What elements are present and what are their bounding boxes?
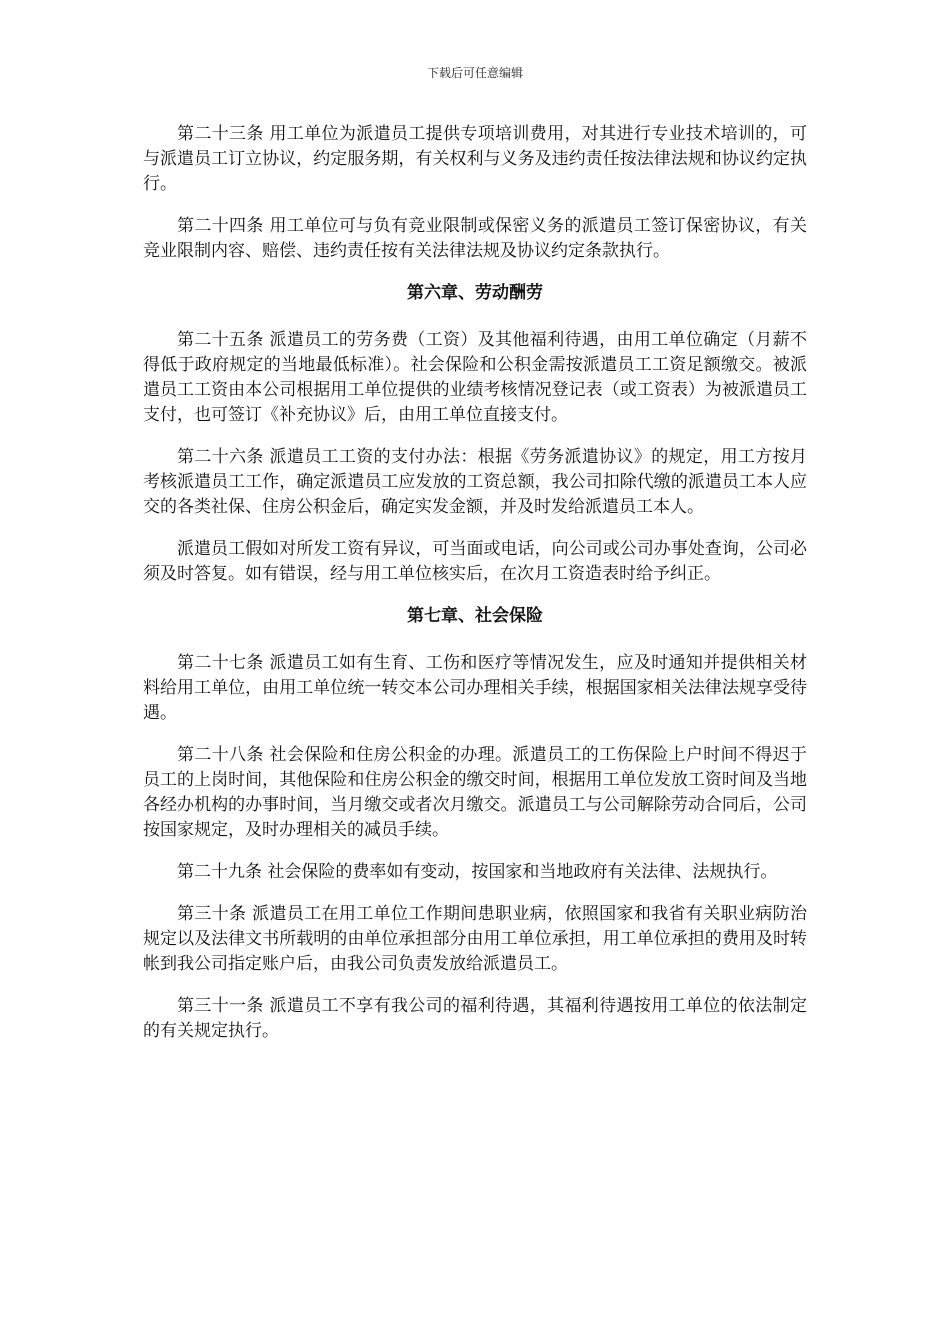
chapter-7-heading: 第七章、社会保险 bbox=[407, 606, 543, 626]
article-31: 第三十一条 派遣员工不享有我公司的福利待遇，其福利待遇按用工单位的依法制定的有关规定执行。 bbox=[143, 996, 807, 1041]
chapter-6-heading: 第六章、劳动酬劳 bbox=[407, 283, 543, 303]
article-28: 第二十八条 社会保险和住房公积金的办理。派遣员工的工伤保险上户时间不得迟于员工的上岗时间，其他保险和住房公积金的缴交时间，根据用工单位发放工资时间及当地各经办机构的办事时间，当月缴交或者次月缴交。派遣员工与公司解除劳动合同后，公司按国家规定，及时办理相关的减员手续。 bbox=[143, 745, 807, 840]
document-body bbox=[143, 122, 807, 1061]
article-25: 第二十五条 派遣员工的劳务费（工资）及其他福利待遇，由用工单位确定（月薪不得低于政府规定的当地最低标准）。社会保险和公积金需按派遣员工工资足额缴交。被派遣员工工资由本公司根据用工单位提供的业绩考核情况登记表（或工资表）为被派遣员工支付，也可签订《补充协议》后，由用工单位直接支付。 bbox=[143, 330, 807, 425]
article-23: 第二十三条 用工单位为派遣员工提供专项培训费用，对其进行专业技术培训的，可与派遣员工订立协议，约定服务期，有关权利与义务及违约责任按法律法规和协议约定执行。 bbox=[143, 124, 807, 194]
article-26: 第二十六条 派遣员工工资的支付办法：根据《劳务派遣协议》的规定，用工方按月考核派遣员工工作，确定派遣员工应发放的工资总额，我公司扣除代缴的派遣员工本人应交的各类社保、住房公积金后，确定实发金额，并及时发给派遣员工本人。 bbox=[143, 447, 807, 517]
article-27: 第二十七条 派遣员工如有生育、工伤和医疗等情况发生，应及时通知并提供相关材料给用工单位，由用工单位统一转交本公司办理相关手续，根据国家相关法律法规享受待遇。 bbox=[143, 653, 807, 723]
article-30: 第三十条 派遣员工在用工单位工作期间患职业病，依照国家和我省有关职业病防治规定以及法律文书所载明的由单位承担部分由用工单位承担，用工单位承担的费用及时转帐到我公司指定账户后，由我公司负责发放给派遣员工。 bbox=[143, 904, 807, 974]
page-header-note: 下载后可任意编辑 bbox=[426, 66, 523, 80]
salary-objection-paragraph: 派遣员工假如对所发工资有异议，可当面或电话，向公司或公司办事处查询，公司必须及时答复。如有错误，经与用工单位核实后，在次月工资造表时给予纠正。 bbox=[143, 539, 807, 584]
article-29: 第二十九条 社会保险的费率如有变动，按国家和当地政府有关法律、法规执行。 bbox=[177, 862, 778, 882]
article-24: 第二十四条 用工单位可与负有竞业限制或保密义务的派遣员工签订保密协议，有关竞业限制内容、赔偿、违约责任按有关法律法规及协议约定条款执行。 bbox=[143, 216, 807, 261]
